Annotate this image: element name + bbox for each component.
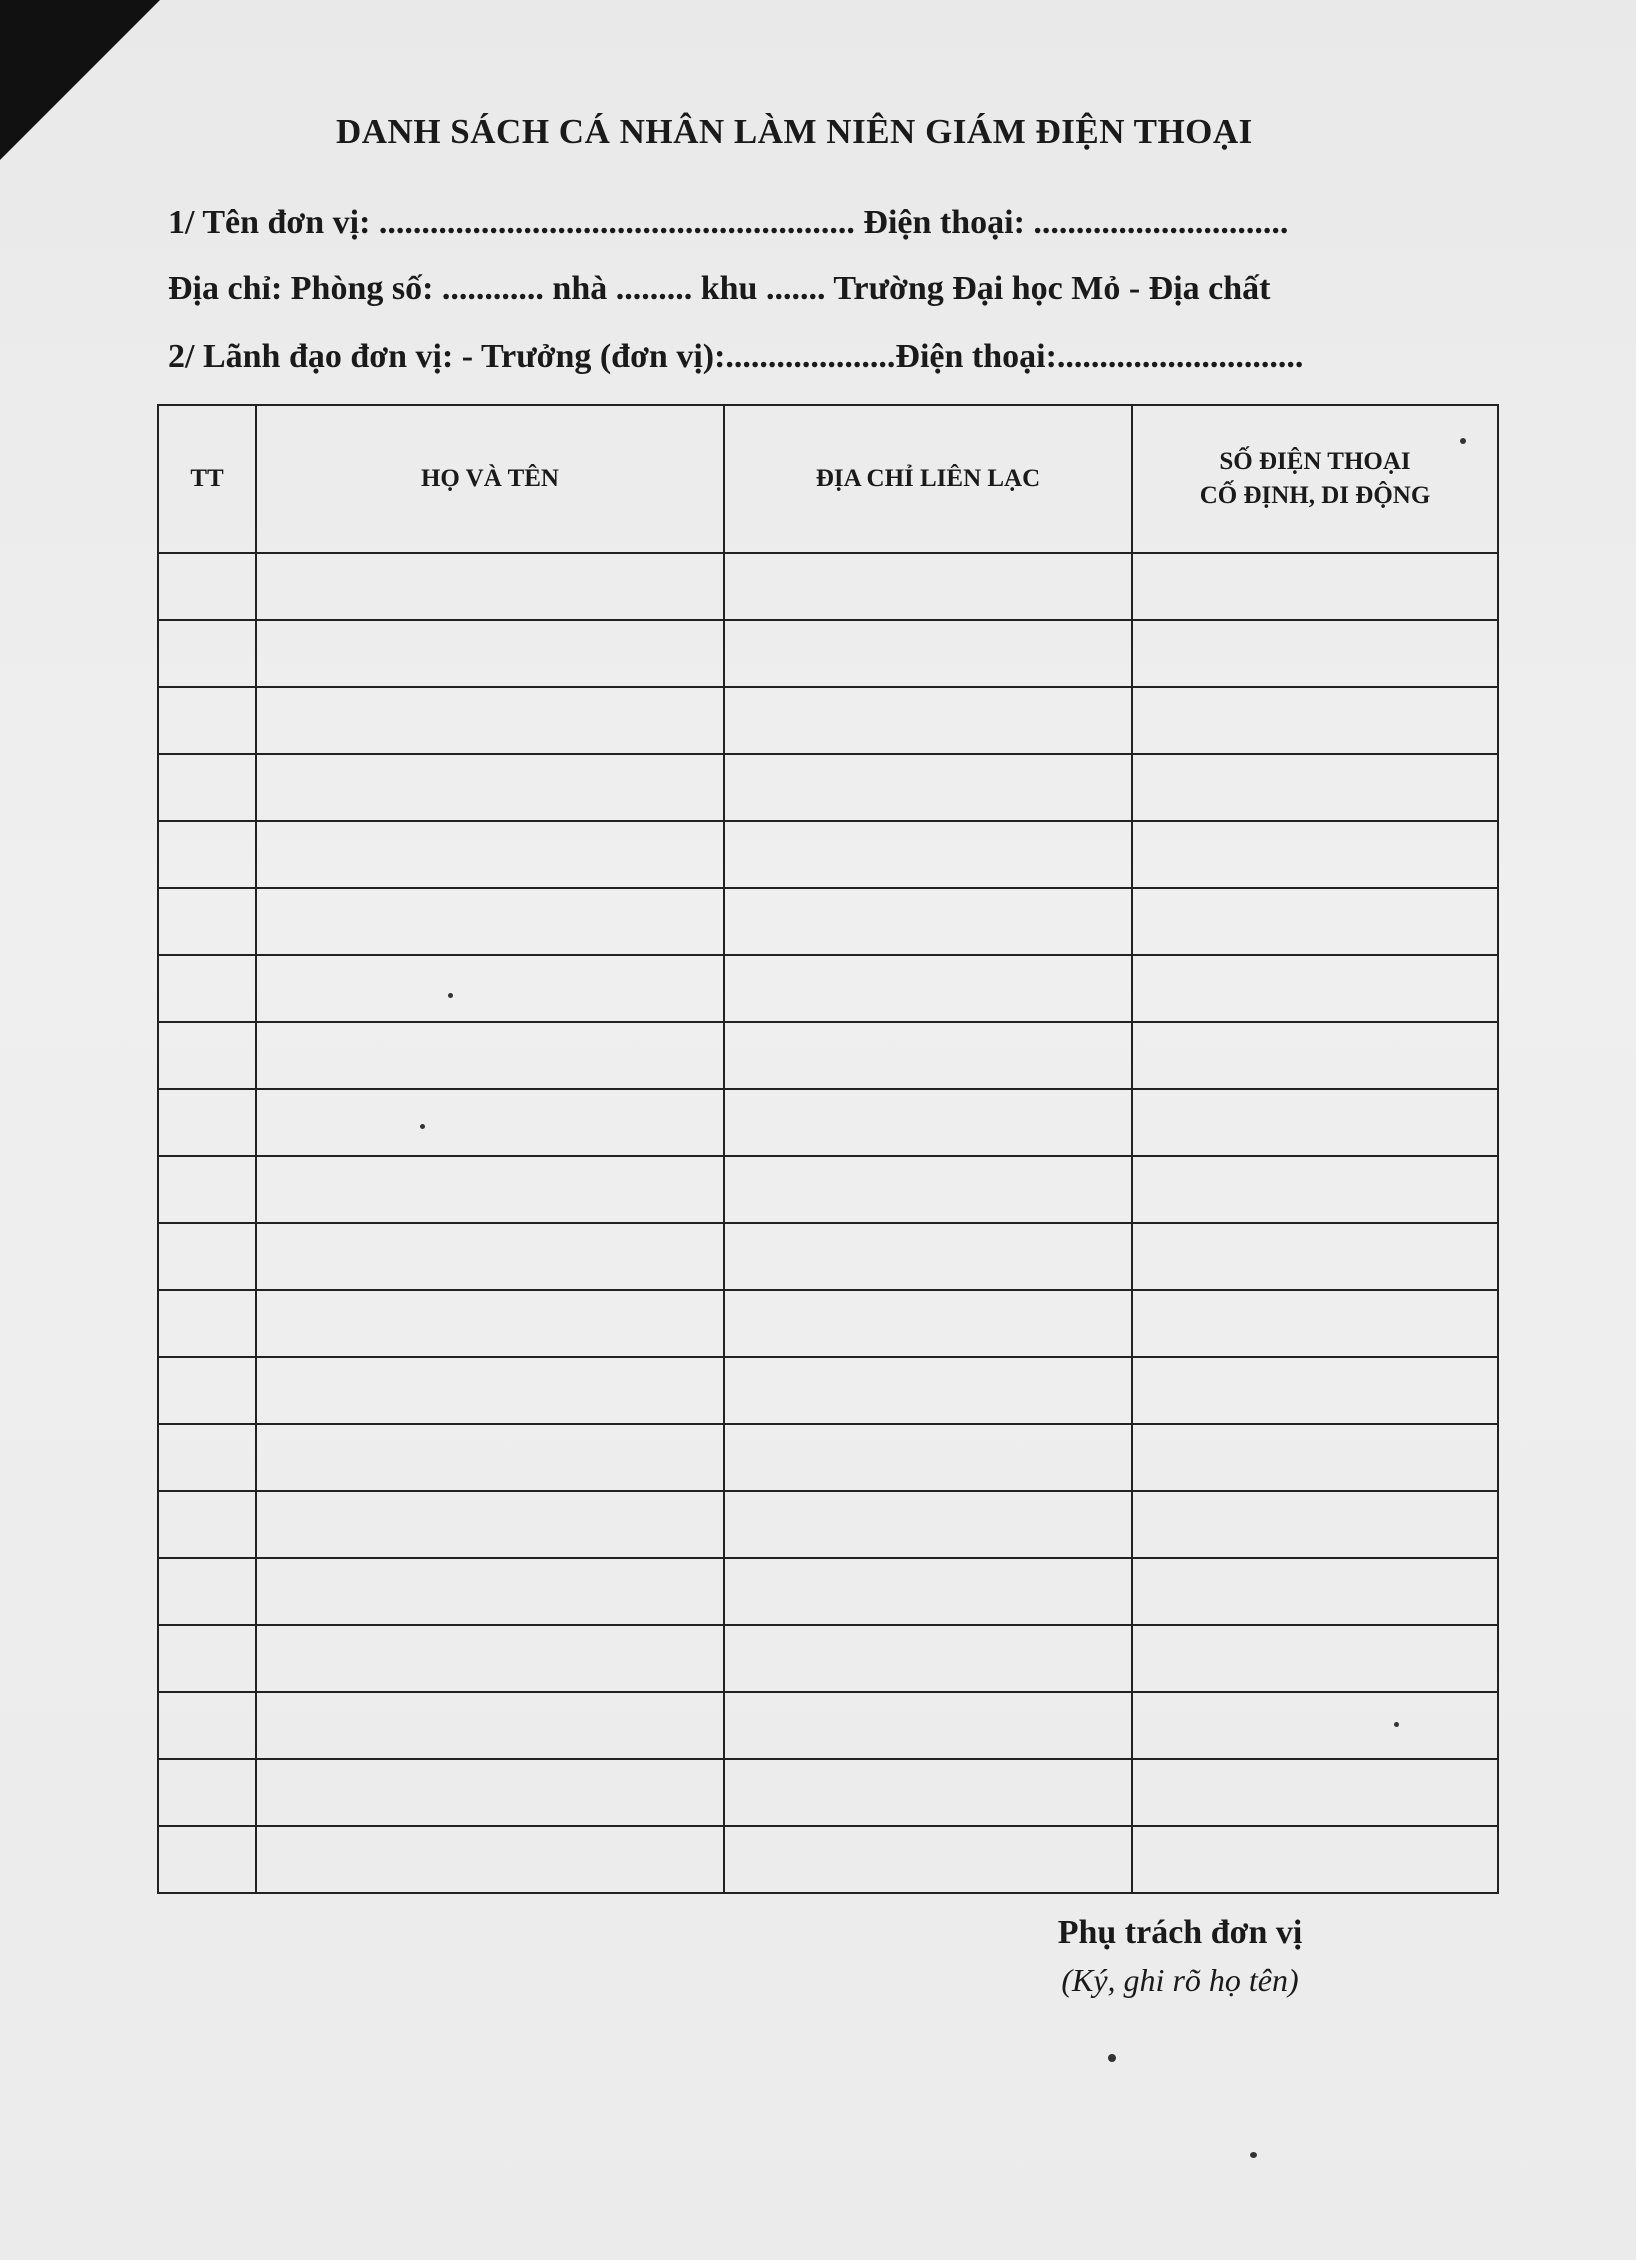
table-cell (1132, 1089, 1498, 1156)
table-cell (256, 1022, 724, 1089)
table-cell (256, 821, 724, 888)
header-tt: TT (158, 405, 256, 553)
table-cell (256, 1290, 724, 1357)
table-cell (1132, 1022, 1498, 1089)
table-row (158, 955, 1498, 1022)
scan-speck (1460, 438, 1466, 444)
header-full-name: HỌ VÀ TÊN (256, 405, 724, 553)
table-cell (158, 1223, 256, 1290)
table-body (158, 553, 1498, 1893)
table-row (158, 1223, 1498, 1290)
table-cell (256, 1357, 724, 1424)
table-row (158, 754, 1498, 821)
signature-title: Phụ trách đơn vị (1057, 1914, 1303, 1951)
table-cell (1132, 620, 1498, 687)
table-cell (158, 1491, 256, 1558)
table-row (158, 1290, 1498, 1357)
scan-corner-mark (0, 0, 160, 160)
table-row (158, 1424, 1498, 1491)
unit-name-line: 1/ Tên đơn vị: ........................................................ Điện thoại: .............................. (168, 204, 1289, 241)
table-row (158, 1156, 1498, 1223)
table-cell (724, 1558, 1132, 1625)
table-cell (1132, 1491, 1498, 1558)
table-cell (158, 1156, 256, 1223)
table-cell (724, 1089, 1132, 1156)
table-row (158, 1625, 1498, 1692)
table-cell (256, 687, 724, 754)
table-cell (1132, 821, 1498, 888)
table-cell (158, 1290, 256, 1357)
table-cell (158, 1759, 256, 1826)
table-cell (1132, 687, 1498, 754)
table-cell (1132, 955, 1498, 1022)
table-cell (724, 1156, 1132, 1223)
table-cell (256, 1156, 724, 1223)
table-cell (256, 1826, 724, 1893)
table-cell (256, 1558, 724, 1625)
table-cell (724, 1692, 1132, 1759)
table-cell (256, 1692, 724, 1759)
table-row (158, 1826, 1498, 1893)
table-cell (158, 1625, 256, 1692)
table-cell (1132, 1558, 1498, 1625)
table-header-row (158, 405, 1498, 553)
scan-speck (420, 1124, 425, 1129)
table-cell (724, 1357, 1132, 1424)
table-cell (724, 1759, 1132, 1826)
table-cell (724, 1491, 1132, 1558)
table-cell (724, 620, 1132, 687)
table-cell (724, 553, 1132, 620)
table-cell (724, 955, 1132, 1022)
table-cell (256, 1223, 724, 1290)
table-cell (158, 821, 256, 888)
table-cell (1132, 1357, 1498, 1424)
table-cell (158, 553, 256, 620)
table-cell (724, 1625, 1132, 1692)
table-cell (724, 687, 1132, 754)
header-phone-number: SỐ ĐIỆN THOẠI CỐ ĐỊNH, DI ĐỘNG (1132, 405, 1498, 553)
table-cell (1132, 1759, 1498, 1826)
table-cell (158, 1357, 256, 1424)
table-cell (724, 1223, 1132, 1290)
table-cell (724, 821, 1132, 888)
table-row (158, 620, 1498, 687)
table-row (158, 1558, 1498, 1625)
table-cell (724, 1022, 1132, 1089)
table-cell (158, 754, 256, 821)
scan-speck (448, 993, 453, 998)
table-cell (158, 1826, 256, 1893)
scan-speck (1250, 2152, 1257, 2158)
table-cell (256, 553, 724, 620)
header-contact-address: ĐỊA CHỈ LIÊN LẠC (724, 405, 1132, 553)
table-cell (1132, 1223, 1498, 1290)
table-row (158, 1759, 1498, 1826)
table-cell (158, 888, 256, 955)
table-cell (256, 1491, 724, 1558)
table-cell (158, 1424, 256, 1491)
table-cell (256, 620, 724, 687)
address-line: Địa chỉ: Phòng số: ............ nhà ......... khu ....... Trường Đại học Mỏ - Địa chất (168, 270, 1271, 307)
table-cell (158, 620, 256, 687)
table-cell (256, 955, 724, 1022)
table-cell (256, 888, 724, 955)
table-cell (1132, 1424, 1498, 1491)
table-cell (724, 754, 1132, 821)
scan-speck (1394, 1722, 1399, 1727)
table-row (158, 1357, 1498, 1424)
document-title: DANH SÁCH CÁ NHÂN LÀM NIÊN GIÁM ĐIỆN THOẠI (336, 112, 1253, 151)
table-cell (1132, 1692, 1498, 1759)
table-cell (256, 1759, 724, 1826)
signature-note: (Ký, ghi rõ họ tên) (1061, 1962, 1299, 1998)
table-cell (724, 1826, 1132, 1893)
table-cell (724, 1424, 1132, 1491)
table-cell (158, 1022, 256, 1089)
table-cell (1132, 754, 1498, 821)
table-cell (1132, 553, 1498, 620)
table-row (158, 1692, 1498, 1759)
table-cell (158, 1692, 256, 1759)
table-row (158, 821, 1498, 888)
table-row (158, 553, 1498, 620)
table-row (158, 888, 1498, 955)
table-cell (256, 1625, 724, 1692)
table-cell (724, 1290, 1132, 1357)
table-row (158, 687, 1498, 754)
table-cell (1132, 1625, 1498, 1692)
table-cell (158, 1089, 256, 1156)
table-cell (1132, 888, 1498, 955)
contact-table (157, 404, 1499, 1894)
table-cell (724, 888, 1132, 955)
table-row (158, 1491, 1498, 1558)
scan-speck (1108, 2054, 1116, 2062)
table-cell (256, 1424, 724, 1491)
table-cell (158, 1558, 256, 1625)
unit-leader-line: 2/ Lãnh đạo đơn vị: - Trưởng (đơn vị):....................Điện thoại:............................. (168, 338, 1304, 375)
table-cell (256, 1089, 724, 1156)
table-cell (1132, 1156, 1498, 1223)
table-cell (1132, 1826, 1498, 1893)
table-cell (256, 754, 724, 821)
table-cell (1132, 1290, 1498, 1357)
table-cell (158, 955, 256, 1022)
table-row (158, 1022, 1498, 1089)
signature-block (1000, 1914, 1360, 1999)
table-row (158, 1089, 1498, 1156)
table-cell (158, 687, 256, 754)
